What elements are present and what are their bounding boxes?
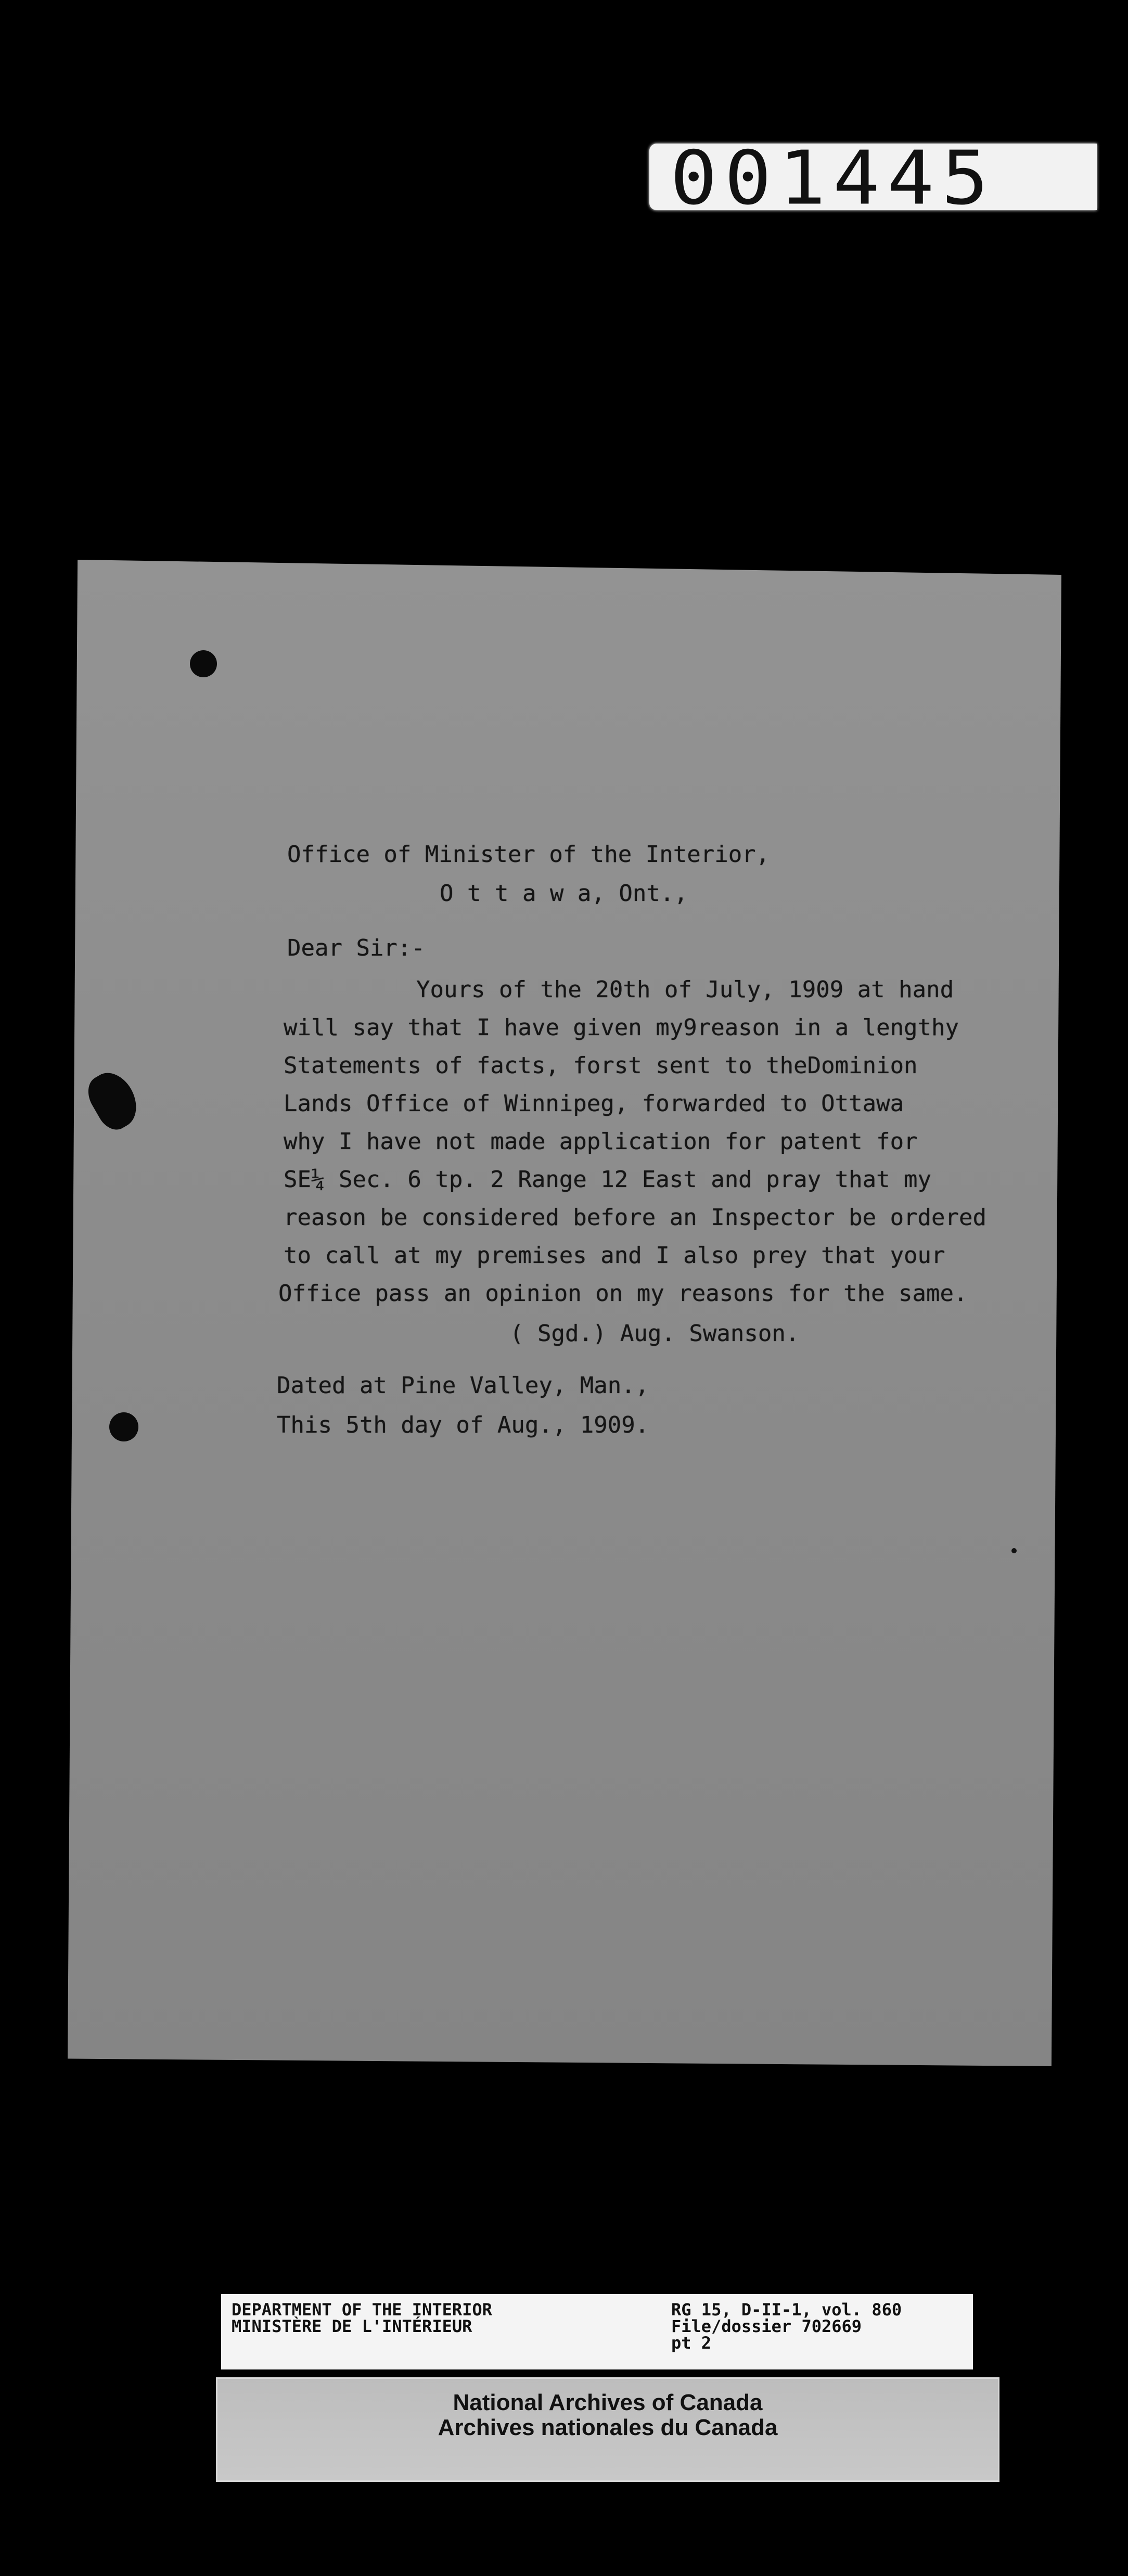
body-line-5: why I have not made application for patent for: [284, 1128, 918, 1155]
frame-number-strip: [649, 135, 1097, 222]
department-french: MINISTÈRE DE L'INTÉRIEUR: [232, 2316, 472, 2336]
body-line-4: Lands Office of Winnipeg, forwarded to Ottawa: [284, 1090, 904, 1117]
dated-line-2: This 5th day of Aug., 1909.: [277, 1412, 649, 1438]
reference-group: RG 15, D-II-1, vol. 860: [671, 2300, 902, 2320]
signature: ( Sgd.) Aug. Swanson.: [510, 1320, 800, 1347]
body-line-9: Office pass an opinion on my reasons for the same.: [278, 1280, 968, 1307]
body-line-2: will say that I have given my9reason in a lengthy: [284, 1014, 959, 1041]
dated-line-1: Dated at Pine Valley, Man.,: [277, 1372, 649, 1399]
body-line-3: Statements of facts, forst sent to theDominion: [284, 1052, 918, 1079]
speck: [1011, 1548, 1017, 1553]
archive-reference-label: [221, 2294, 973, 2369]
frame-number: 001445: [670, 135, 996, 222]
reference-part: pt 2: [671, 2333, 712, 2353]
reference-file: File/dossier 702669: [671, 2316, 862, 2336]
archive-name-french: Archives nationales du Canada: [438, 2415, 778, 2440]
department-english: DEPARTMENT OF THE INTERIOR: [232, 2300, 492, 2320]
body-line-1: Yours of the 20th of July, 1909 at hand: [416, 976, 954, 1003]
punch-hole-bottom: [109, 1412, 138, 1441]
punch-hole-top: [190, 650, 217, 677]
body-line-7: reason be considered before an Inspector be ordered: [284, 1204, 987, 1231]
document-page: [68, 560, 1061, 2066]
address-line-2: O t t a w a, Ont.,: [440, 880, 688, 907]
body-line-6: SE¼ Sec. 6 tp. 2 Range 12 East and pray that my: [284, 1166, 932, 1193]
archive-credit: [216, 2377, 999, 2482]
body-line-8: to call at my premises and I also prey that your: [284, 1242, 945, 1269]
salutation: Dear Sir:-: [287, 935, 425, 961]
archive-name-english: National Archives of Canada: [453, 2390, 763, 2415]
address-line-1: Office of Minister of the Interior,: [287, 841, 770, 868]
